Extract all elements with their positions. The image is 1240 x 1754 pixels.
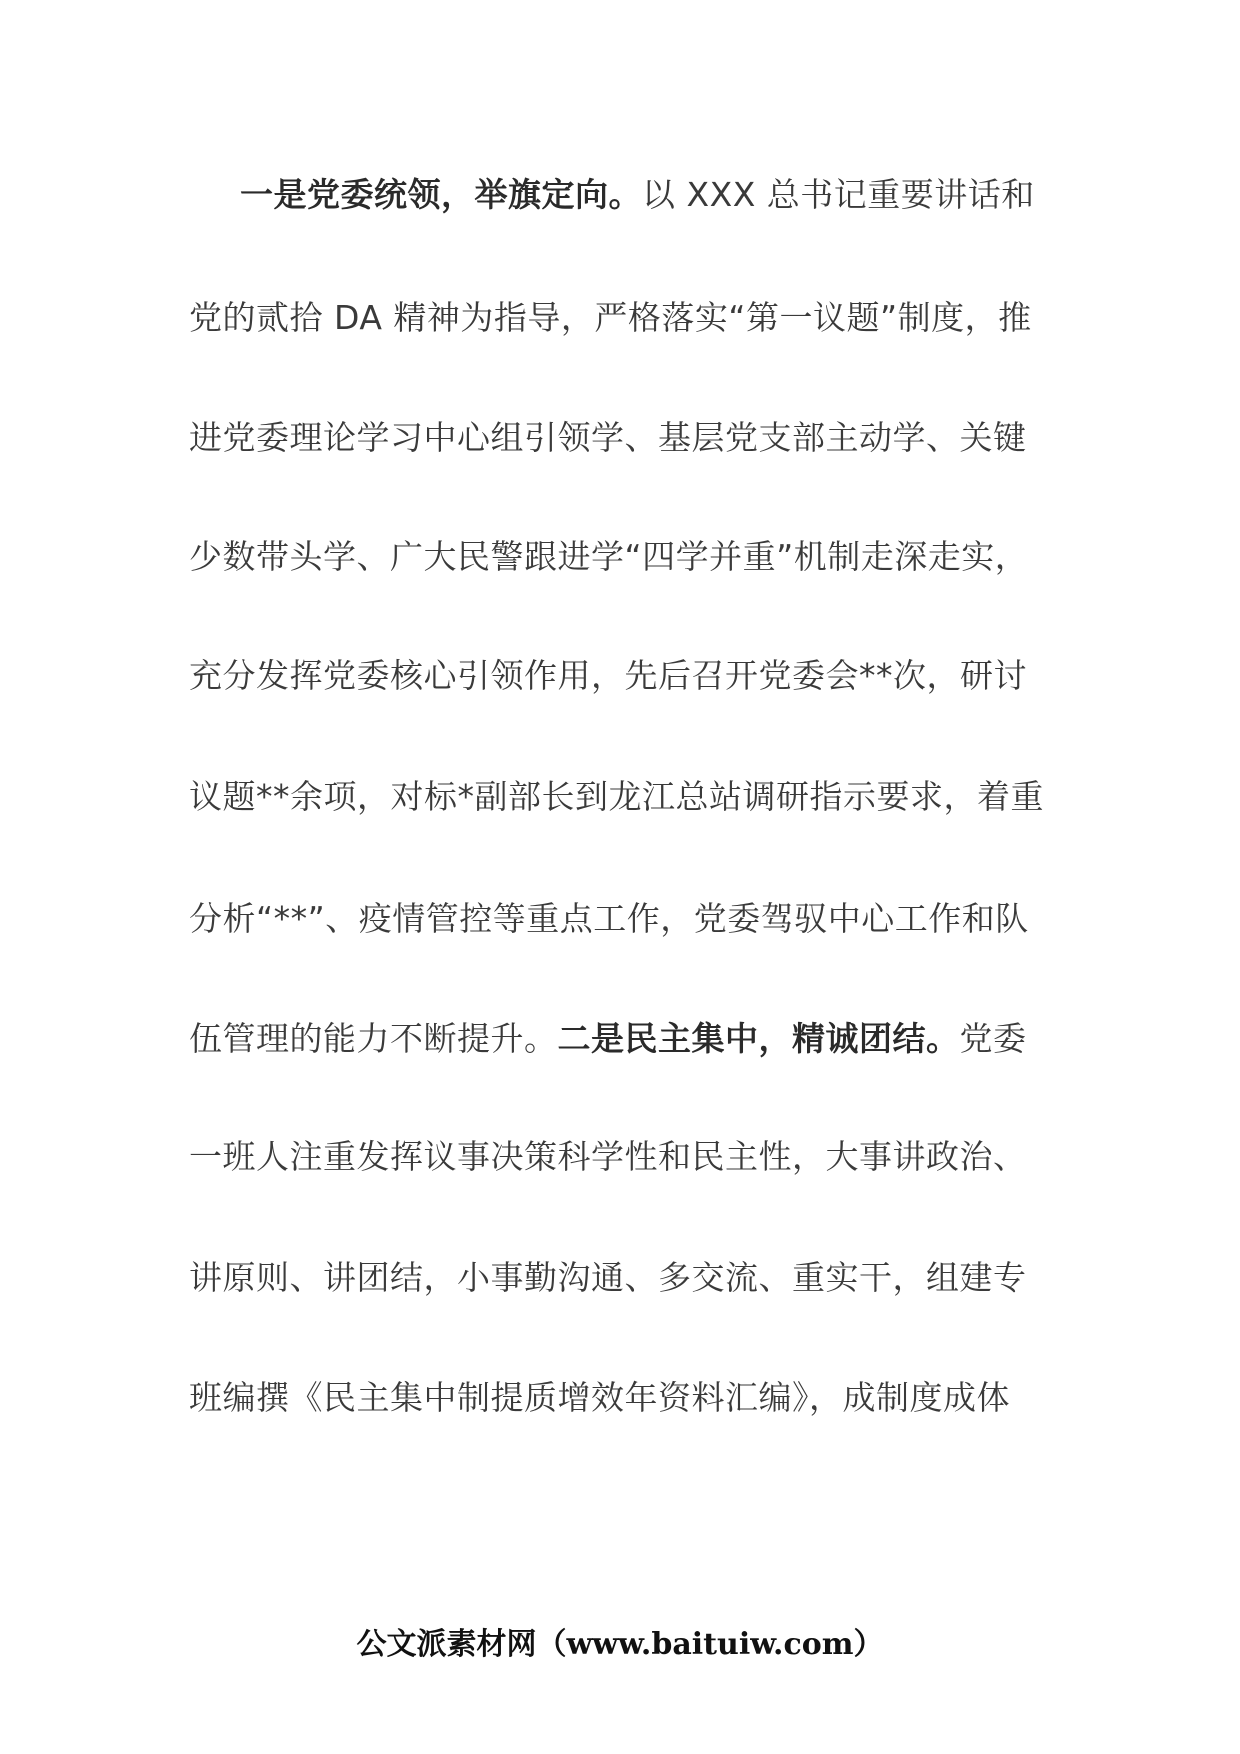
text-line-8	[189, 1014, 1069, 1064]
line-text: 讲原则、讲团结，小事勤沟通、多交流、重实干，组建专	[189, 1258, 1027, 1297]
line-text: 议题**余项，对标*副部长到龙江总站调研指示要求，着重	[189, 777, 1044, 816]
bold-heading-1: 一是党委统领，举旗定向。	[240, 175, 642, 214]
line-text: 一班人注重发挥议事决策科学性和民主性，大事讲政治、	[189, 1137, 1027, 1176]
text-line-3	[189, 413, 1069, 463]
line-text: 党的贰拾 DA 精神为指导，严格落实“第一议题”制度，推	[189, 298, 1032, 337]
line-text: 进党委理论学习中心组引领学、基层党支部主动学、关键	[189, 418, 1027, 457]
bold-heading-2: 二是民主集中，精诚团结。	[557, 1019, 960, 1058]
line-text: 伍管理的能力不断提升。	[189, 1019, 558, 1058]
line-text: 以 XXX 总书记重要讲话和	[642, 175, 1035, 214]
text-line-7	[189, 894, 1069, 944]
text-line-2	[189, 293, 1069, 343]
line-text: 班编撰《民主集中制提质增效年资料汇编》，成制度成体	[189, 1378, 1010, 1417]
text-line-1	[240, 170, 1120, 220]
line-text: 充分发挥党委核心引领作用，先后召开党委会**次，研讨	[189, 656, 1027, 695]
footer-watermark: 公文派素材网（www.baituiw.com）	[356, 1627, 884, 1662]
line-text: 分析“**”、疫情管控等重点工作，党委驾驭中心工作和队	[189, 899, 1029, 938]
text-line-9	[189, 1132, 1069, 1182]
line-text: 少数带头学、广大民警跟进学“四学并重”机制走深走实，	[189, 537, 1029, 576]
line-tail-text: 党委	[959, 1019, 1027, 1058]
text-line-10	[189, 1253, 1069, 1303]
text-line-6	[189, 772, 1069, 822]
text-line-4	[189, 532, 1069, 582]
text-line-11	[189, 1373, 1069, 1423]
text-line-5	[189, 651, 1069, 701]
